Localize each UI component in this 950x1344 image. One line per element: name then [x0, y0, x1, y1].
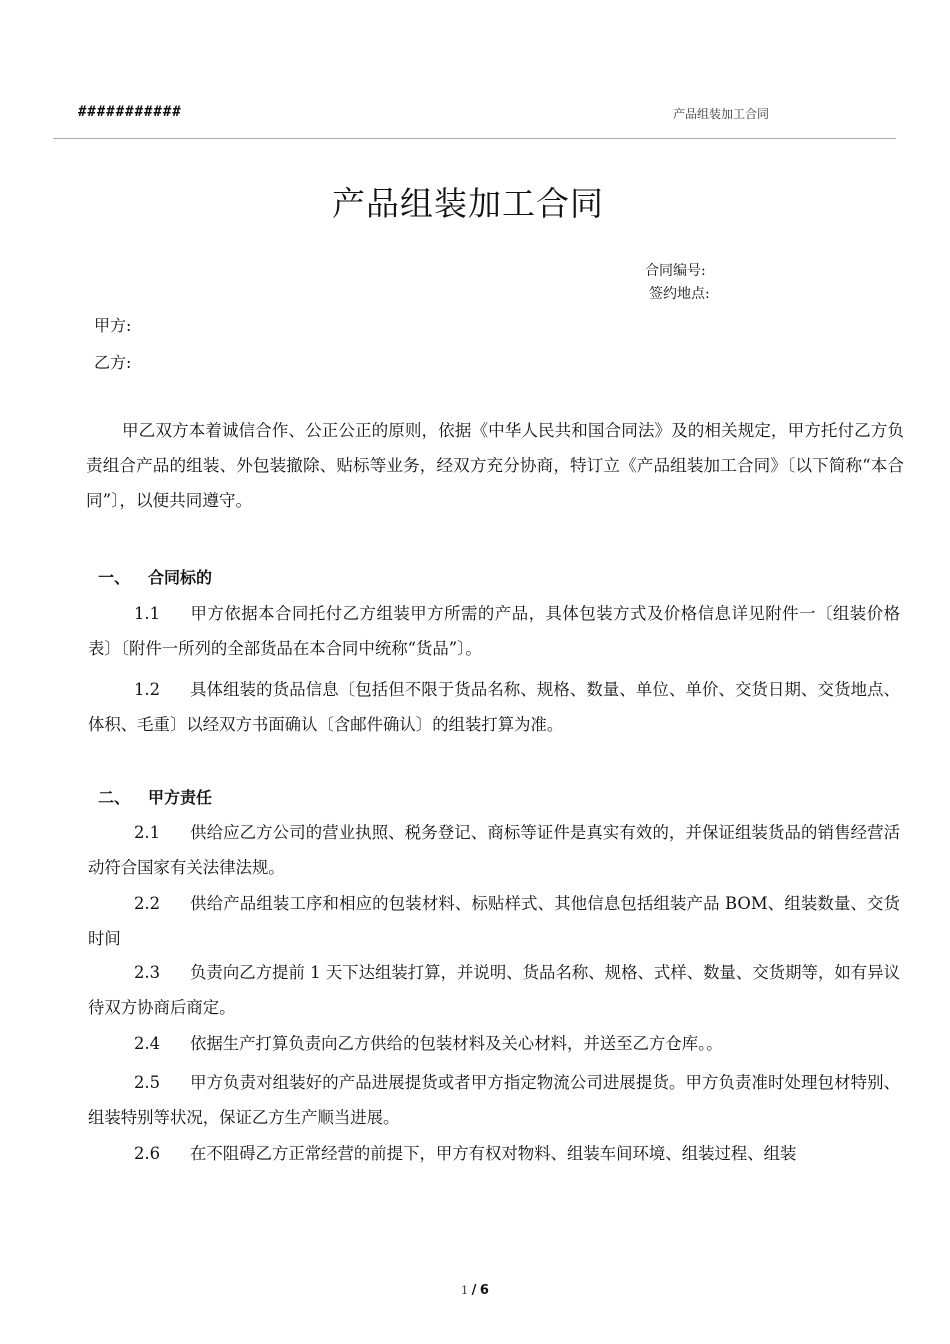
page-separator: /: [471, 1283, 477, 1298]
clause-text: 具体组装的货品信息〔包括但不限于货品名称、规格、数量、单位、单价、交货日期、交货地点、体积、毛重〕以经双方书面确认〔含邮件确认〕的组装打算为准。: [88, 680, 900, 734]
document-title: 产品组装加工合同: [332, 184, 604, 223]
clause-number: 2.4: [134, 1034, 161, 1053]
party-a-label: 甲方:: [94, 316, 132, 335]
header-divider: [53, 138, 896, 139]
clause-text: 在不阻碍乙方正常经营的前提下，甲方有权对物料、组装车间环境、组装过程、组装: [190, 1144, 797, 1163]
preamble-paragraph: [86, 413, 904, 518]
section-number: 一、: [98, 568, 131, 587]
clause-item: [88, 1026, 900, 1061]
clause-number: 2.3: [134, 963, 161, 982]
clause-number: 1.1: [134, 604, 161, 623]
preamble-text: 甲乙双方本着诚信合作、公正公正的原则，依据《中华人民共和国合同法》及的相关规定，甲方托付乙方负责组合产品的组装、外包装撤除、贴标等业务，经双方充分协商，特订立《产品组装加工合同》〔以下简称“本合同”〕，以便共同遵守。: [86, 421, 904, 510]
clause-text: 供给产品组装工序和相应的包装材料、标贴样式、其他信息包括组装产品 BOM、组装数量、交货时间: [88, 894, 900, 948]
clause-item: [88, 815, 900, 885]
header-mark: ###########: [78, 104, 182, 120]
clause-number: 2.5: [134, 1073, 161, 1092]
sign-place-label: 签约地点:: [649, 286, 710, 302]
section-heading-1: [98, 565, 212, 588]
clause-text: 甲方依据本合同托付乙方组装甲方所需的产品，具体包装方式及价格信息详见附件一〔组装价格表〕〔附件一所列的全部货品在本合同中统称“货品”〕。: [88, 604, 900, 658]
page-indicator: [0, 1283, 950, 1298]
clause-text: 负责向乙方提前 1 天下达组装打算，并说明、货品名称、规格、式样、数量、交货期等，如有异议待双方协商后商定。: [88, 963, 900, 1017]
clause-number: 2.2: [134, 894, 161, 913]
header-doc-title: 产品组装加工合同: [673, 107, 770, 121]
section-number: 二、: [98, 788, 131, 807]
clause-item: [88, 596, 900, 666]
section-title: 合同标的: [148, 568, 213, 587]
current-page: 1: [461, 1284, 469, 1297]
clause-number: 2.6: [134, 1144, 161, 1163]
clause-text: 依据生产打算负责向乙方供给的包装材料及关心材料，并送至乙方仓库。。: [190, 1034, 723, 1053]
clause-text: 甲方负责对组装好的产品进展提货或者甲方指定物流公司进展提货。甲方负责准时处理包材特别、组装特别等状况，保证乙方生产顺当进展。: [88, 1073, 900, 1127]
party-b-label: 乙方:: [94, 353, 132, 372]
clause-item: [88, 1065, 900, 1135]
section-heading-2: [98, 785, 212, 808]
clause-item: [88, 886, 900, 956]
clause-number: 1.2: [134, 680, 161, 699]
section-title: 甲方责任: [148, 788, 213, 807]
clause-number: 2.1: [134, 823, 161, 842]
clause-item: [88, 955, 900, 1025]
total-pages: 6: [479, 1283, 489, 1298]
contract-number-label: 合同编号:: [645, 263, 706, 279]
clause-item: [88, 1136, 900, 1171]
clause-text: 供给应乙方公司的营业执照、税务登记、商标等证件是真实有效的，并保证组装货品的销售经营活动符合国家有关法律法规。: [88, 823, 900, 877]
clause-item: [88, 672, 900, 742]
